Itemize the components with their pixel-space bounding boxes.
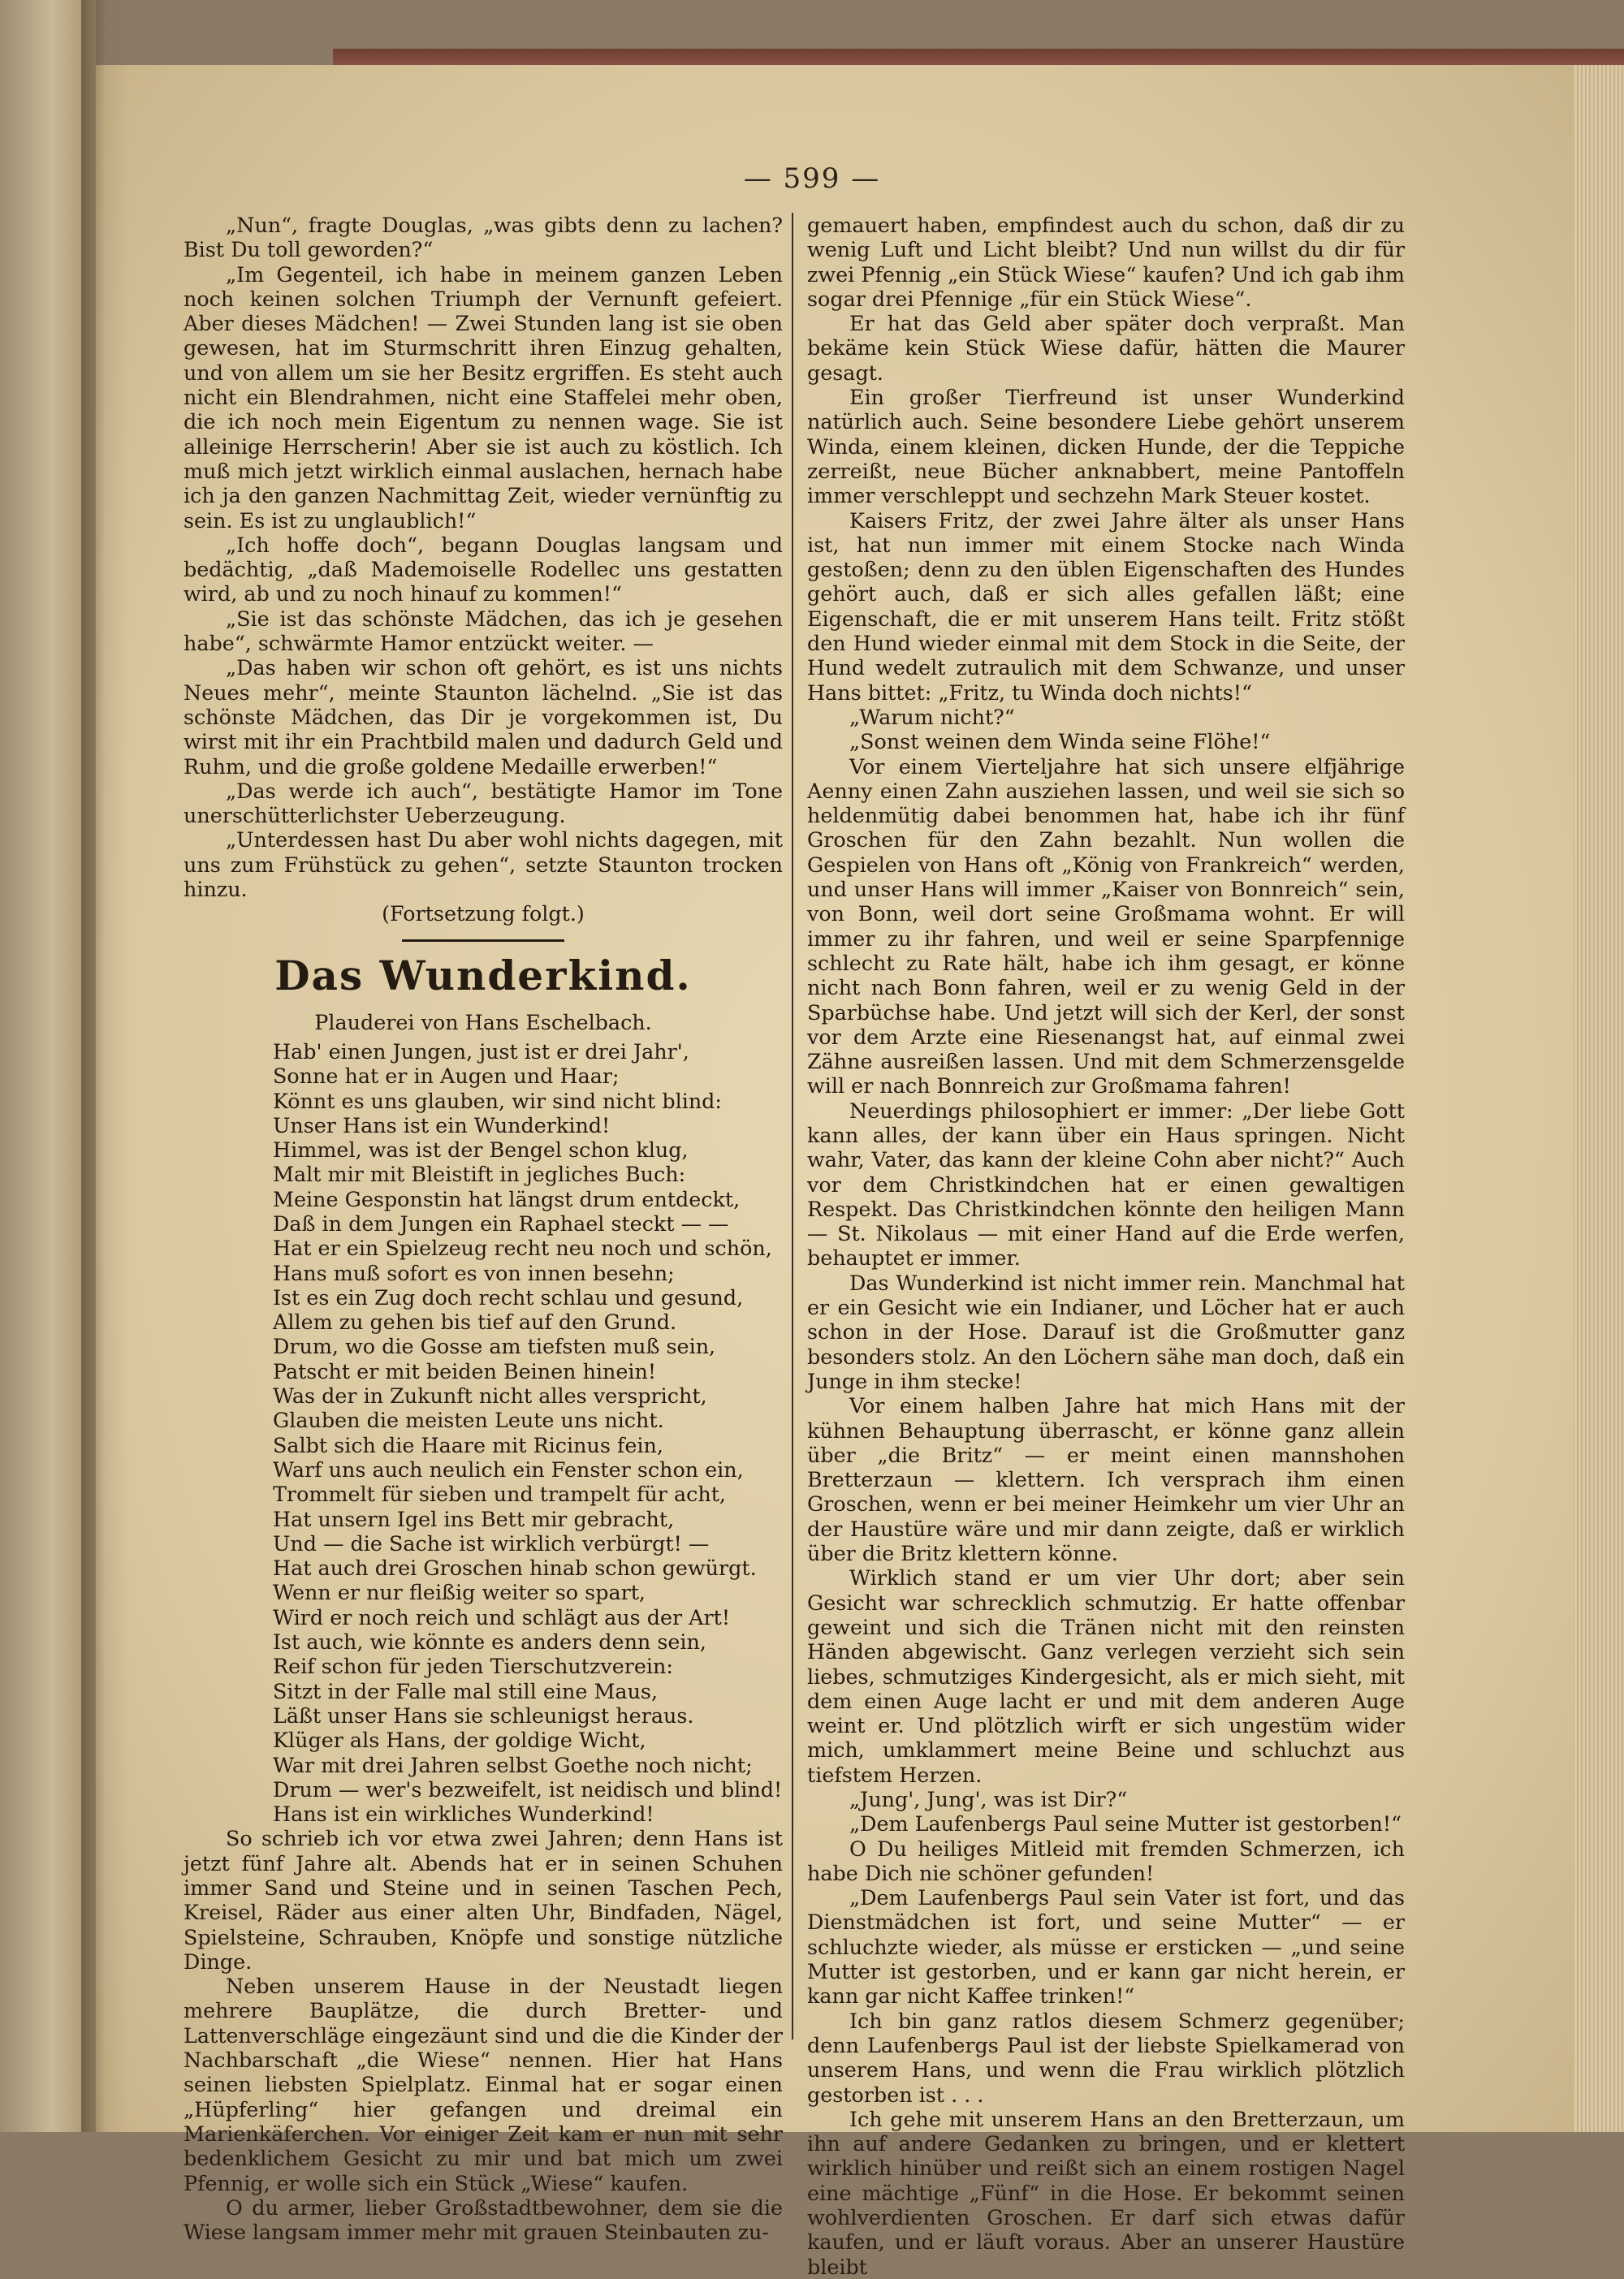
paragraph: Ich gehe mit unserem Hans an den Bretterzaun, um ihn auf andere Gedanken zu bringen, und er klettert wirklich hinüber und reißt sich an einem rostigen Nagel eine mächtige „Fünf“ in die Hose. Er bekommt seinen wohlverdienten Groschen. Er darf sich etwas dafür kaufen, und er läuft voraus. Aber an unserer Haustüre bleibt	[807, 2106, 1405, 2279]
poem-line: War mit drei Jahren selbst Goethe noch nicht;	[273, 1752, 753, 1777]
paragraph: „Unterdessen hast Du aber wohl nichts dagegen, mit uns zum Frühstück zu gehen“, setzte Staunton trocken hinzu.	[184, 827, 783, 902]
paragraph: „Das haben wir schon oft gehört, es ist uns nichts Neues mehr“, meinte Staunton lächelnd. „Sie ist das schönste Mädchen, das Dir je vorgekommen ist, Du wirst mit ihr ein Prachtbild malen und dadurch Geld und Ruhm, und die große goldene Medaille erwerben!“	[184, 655, 783, 779]
poem-line: Hans ist ein wirkliches Wunderkind!	[273, 1802, 654, 1827]
poem-line: Hat er ein Spielzeug recht neu noch und schön,	[273, 1236, 772, 1261]
poem-line: Sonne hat er in Augen und Haar;	[273, 1064, 620, 1089]
continuation-note: (Fortsetzung folgt.)	[382, 901, 585, 926]
paragraph: „Ich hoffe doch“, begann Douglas langsam und bedächtig, „daß Mademoiselle Rodellec uns gestatten wird, ab und zu noch hinauf zu kommen!“	[184, 532, 783, 606]
poem-line: Reif schon für jeden Tierschutzverein:	[273, 1654, 673, 1679]
poem-line: Salbt sich die Haare mit Ricinus fein,	[273, 1432, 663, 1457]
paragraph: Neuerdings philosophiert er immer: „Der liebe Gott kann alles, der kann über ein Haus springen. Nicht wahr, Vater, das kann der kleine Cohn aber nicht?“ Auch vor dem Christkindchen hat er einen gewaltigen Respekt. Das Christkindchen könnte den heiligen Mann — St. Nikolaus — mit einer Hand auf die Erde werfen, behauptet er immer.	[807, 1098, 1405, 1271]
poem-line: Hab' einen Jungen, just ist er drei Jahr',	[273, 1038, 689, 1064]
paragraph: O du armer, lieber Großstadtbewohner, dem sie die Wiese langsam immer mehr mit grauen Steinbauten zu-	[184, 2195, 783, 2245]
paragraph: „Sonst weinen dem Winda seine Flöhe!“	[849, 729, 1271, 754]
poem-line: Allem zu gehen bis tief auf den Grund.	[273, 1310, 677, 1335]
poem-line: Und — die Sache ist wirklich verbürgt! —	[273, 1530, 710, 1556]
poem-line: Wird er noch reich und schlägt aus der Art!	[273, 1604, 731, 1629]
poem-line: Glauben die meisten Leute uns nicht.	[273, 1408, 664, 1433]
poem-line: Hat unsern Igel ins Bett mir gebracht,	[273, 1506, 675, 1531]
poem-line: Warf uns auch neulich ein Fenster schon ein,	[273, 1457, 744, 1482]
paragraph: „Im Gegenteil, ich habe in meinem ganzen Leben noch keinen solchen Triumph der Vernunft gefeiert. Aber dieses Mädchen! — Zwei Stunden lang ist sie oben gewesen, hat im Sturmschritt ihren Einzug gehalten, und von allem um sie her Besitz ergriffen. Es steht auch nicht ein Blendrahmen, nicht eine Staffelei mehr oben, die ich noch mein Eigentum zu nennen wage. Sie ist alleinige Herrscherin! Aber sie ist auch zu köstlich. Ich muß mich jetzt wirklich einmal auslachen, hernach habe ich ja den ganzen Nachmittag Zeit, wieder vernünftig zu sein. Es ist zu unglaublich!“	[184, 261, 783, 533]
paragraph: Vor einem halben Jahre hat mich Hans mit der kühnen Behauptung überrascht, er könne ganz allein über „die Britz“ — er meint einen mannshohen Bretterzaun — klettern. Ich versprach ihm einen Groschen, wenn er bei meiner Heimkehr um vier Uhr an der Haustüre wäre und mir dann zeigte, daß er wirklich über die Britz klettern könne.	[807, 1393, 1405, 1566]
right-column	[807, 213, 1405, 2279]
paragraph: gemauert haben, empfindest auch du schon, daß dir zu wenig Luft und Licht bleibt? Und nun willst du dir für zwei Pfennig „ein Stück Wiese“ kaufen? Und ich gab ihm sogar drei Pfennige „für ein Stück Wiese“.	[807, 213, 1405, 311]
page-number: — 599 —	[743, 162, 881, 195]
left-column	[184, 213, 783, 2244]
paragraph: „Das werde ich auch“, bestätigte Hamor im Tone unerschütterlichster Ueberzeugung.	[184, 778, 783, 828]
paragraph: „Dem Laufenbergs Paul seine Mutter ist gestorben!“	[849, 1811, 1402, 1837]
paragraph: „Sie ist das schönste Mädchen, das ich je gesehen habe“, schwärmte Hamor entzückt weiter. —	[184, 606, 783, 656]
column-rule	[792, 213, 793, 2039]
paragraph: So schrieb ich vor etwa zwei Jahren; denn Hans ist jetzt fünf Jahre alt. Abends hat er in seinen Schuhen immer Sand und Steine und in seinen Taschen Pech, Kreisel, Räder aus einer alten Uhr, Bindfaden, Nägel, Spielsteine, Schrauben, Knöpfe und sonstige nützliche Dinge.	[184, 1826, 783, 1974]
poem-line: Sitzt in der Falle mal still eine Maus,	[273, 1678, 659, 1703]
poem-line: Wenn er nur fleißig weiter so spart,	[273, 1580, 646, 1605]
poem	[273, 1039, 783, 1827]
paragraph: Vor einem Vierteljahre hat sich unsere elfjährige Aenny einen Zahn ausziehen lassen, und weil sie sich so heldenmütig dabei benommen hat, habe ich ihr fünf Groschen für den Zahn bezahlt. Nun wollen die Gespielen von Hans oft „König von Frankreich“ werden, und unser Hans will immer „Kaiser von Bonnreich“ sein, von Bonn, weil dort seine Großmama wohnt. Er will immer zu ihr fahren, und weil er seine Sparpfennige schlecht zu Rate hält, habe ich ihm gesagt, er könne nicht nach Bonn fahren, weil er zu wenig Geld in der Sparbüchse habe. Und jetzt will sich der Kerl, der sonst vor dem Arzte eine Riesenangst hat, auf einmal zwei Zähne ausreißen lassen. Und mit dem Schmerzensgelde will er nach Bonnreich zur Großmama fahren!	[807, 753, 1405, 1098]
poem-line: Drum — wer's bezweifelt, ist neidisch und blind!	[273, 1776, 783, 1802]
poem-line: Daß in dem Jungen ein Raphael steckt — —	[273, 1211, 729, 1236]
poem-line: Trommelt für sieben und trampelt für acht,	[273, 1482, 726, 1507]
poem-line: Unser Hans ist ein Wunderkind!	[273, 1112, 611, 1137]
paragraph: Ich bin ganz ratlos diesem Schmerz gegenüber; denn Laufenbergs Paul ist der liebste Spielkamerad von unserem Hans, und wenn die Frau wirklich plötzlich gestorben ist . . .	[807, 2008, 1405, 2107]
paragraph: Das Wunderkind ist nicht immer rein. Manchmal hat er ein Gesicht wie ein Indianer, und Löcher hat er auch schon in der Hose. Darauf ist die Großmutter ganz besonders stolz. An den Löchern sähe man doch, daß ein Junge in ihm stecke!	[807, 1270, 1405, 1393]
paragraph: Wirklich stand er um vier Uhr dort; aber sein Gesicht war schrecklich schmutzig. Er hatte offenbar geweint und sich die Tränen nicht mit den reinsten Händen abgewischt. Ganz verlegen verzieht sich sein liebes, schmutziges Kindergesicht, als er mich sieht, mit dem einen Auge lacht er und mit dem anderen Auge weint er. Und plötzlich wirft er sich ungestüm wider mich, umklammert meine Beine und schluchzt aus tiefstem Herzen.	[807, 1565, 1405, 1787]
paragraph: Ein großer Tierfreund ist unser Wunderkind natürlich auch. Seine besondere Liebe gehört unserem Winda, einem kleinen, dicken Hunde, der die Teppiche zerreißt, neue Bücher anknabbert, meine Pantoffeln immer verschleppt und sechzehn Mark Steuer kostet.	[807, 385, 1405, 508]
paragraph: Kaisers Fritz, der zwei Jahre älter als unser Hans ist, hat nun immer mit einem Stocke nach Winda gestoßen; denn zu den üblen Eigenschaften des Hundes gehört auch, daß er sich alles gefallen läßt; eine Eigenschaft, die er mit unserem Hans teilt. Fritz stößt den Hund wieder einmal mit dem Stock in die Seite, der Hund wedelt zutraulich mit dem Schwanze, und unser Hans bittet: „Fritz, tu Winda doch nichts!“	[807, 507, 1405, 705]
poem-line: Malt mir mit Bleistift in jegliches Buch:	[273, 1162, 686, 1187]
poem-line: Patscht er mit beiden Beinen hinein!	[273, 1358, 657, 1383]
poem-line: Hans muß sofort es von innen besehn;	[273, 1260, 675, 1285]
paragraph: „Jung', Jung', was ist Dir?“	[849, 1787, 1128, 1811]
poem-line: Drum, wo die Gosse am tiefsten muß sein,	[273, 1334, 716, 1359]
poem-line: Könnt es uns glauben, wir sind nicht blind:	[273, 1088, 722, 1113]
paragraph: Neben unserem Hause in der Neustadt liegen mehrere Bauplätze, die durch Bretter- und Lattenverschläge eingezäunt sind und die die Kinder der Nachbarschaft „die Wiese“ nennen. Hier hat Hans seinen liebsten Spielplatz. Einmal hat er sogar einen „Hüpferling“ hier gefangen und dreimal ein Marienkäferchen. Vor einiger Zeit kam er nun mit sehr bedenklichem Gesicht zu mir und bat mich um zwei Pfennig, er wolle sich ein Stück „Wiese“ kaufen.	[184, 1974, 783, 2195]
paragraph: „Dem Laufenbergs Paul sein Vater ist fort, und das Dienstmädchen ist fort, und seine Mutter“ — er schluchzte wieder, als müsse er ersticken — „und seine Mutter ist gestorben, und er kann gar nicht herein, er kann gar nicht Kaffee trinken!“	[807, 1885, 1405, 2009]
poem-line: Meine Gesponstin hat längst drum entdeckt,	[273, 1186, 741, 1211]
poem-line: Läßt unser Hans sie schleunigst heraus.	[273, 1703, 694, 1728]
poem-line: Klüger als Hans, der goldige Wicht,	[273, 1728, 646, 1753]
paragraph: Er hat das Geld aber später doch verpraßt. Man bekäme kein Stück Wiese dafür, hätten die Maurer gesagt.	[807, 311, 1405, 385]
book-cover-edge	[333, 49, 1624, 67]
paragraph: O Du heiliges Mitleid mit fremden Schmerzen, ich habe Dich nie schöner gefunden!	[807, 1836, 1405, 1885]
poem-line: Ist auch, wie könnte es anders denn sein,	[273, 1629, 706, 1655]
article-byline: Plauderei von Hans Eschelbach.	[314, 1009, 652, 1034]
poem-line: Ist es ein Zug doch recht schlau und gesund,	[273, 1284, 744, 1310]
poem-line: Hat auch drei Groschen hinab schon gewürgt.	[273, 1556, 757, 1581]
poem-line: Himmel, was ist der Bengel schon klug,	[273, 1137, 689, 1163]
binding-gutter	[81, 0, 130, 2132]
paragraph: „Warum nicht?“	[849, 704, 1015, 729]
poem-line: Was der in Zukunft nicht alles verspricht,	[273, 1383, 707, 1409]
page-stack-edge	[1574, 65, 1624, 2132]
paragraph: „Nun“, fragte Douglas, „was gibts denn zu lachen? Bist Du toll geworden?“	[184, 213, 783, 262]
section-divider	[402, 939, 564, 942]
article-title: Das Wunderkind.	[274, 951, 692, 999]
